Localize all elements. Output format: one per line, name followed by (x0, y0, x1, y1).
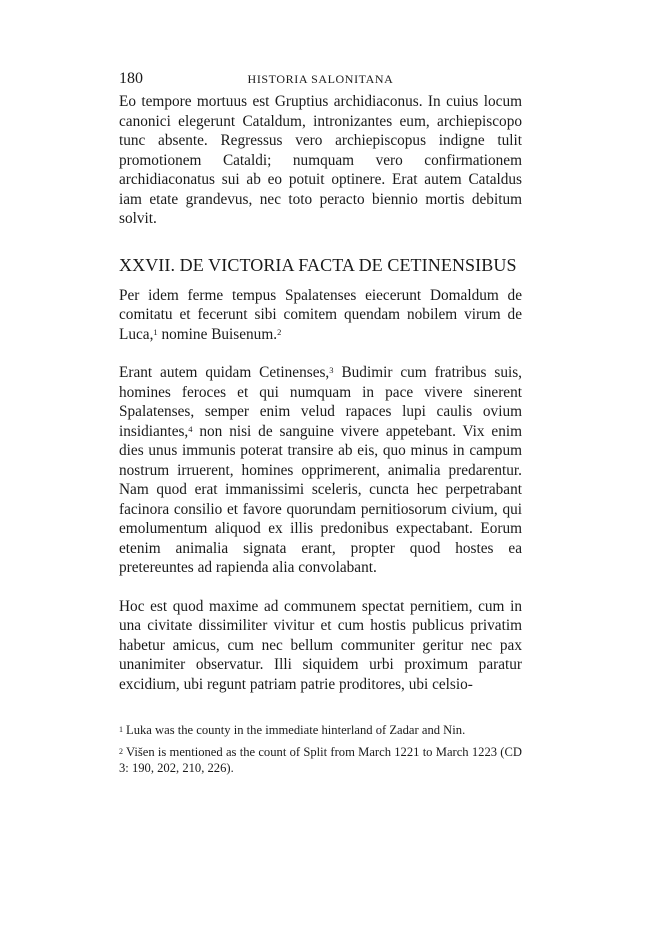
page-number: 180 (119, 70, 143, 87)
footnote-2-text: Višen is mentioned as the count of Split from March 1221 to March 1223 (CD 3: 190, 202, 210, 226). (119, 744, 522, 775)
footnote-1-text: Luka was the county in the immediate hinterland of Zadar and Nin. (126, 723, 466, 737)
footnote-ref-3[interactable]: 3 (329, 365, 334, 375)
footnote-ref-2[interactable]: 2 (277, 326, 282, 337)
section-heading: XXVII. DE VICTORIA FACTA DE CETINENSIBUS (119, 254, 517, 275)
paragraph-2 (119, 286, 522, 345)
paragraph-3-text-b: Budimir cum fratribus suis, homines feroces et qui numquam in pace vivere sinerent Spalatenses, semper enim velud rapaces lupi caulis ovium insidiantes, (119, 364, 522, 440)
footnote-1 (119, 722, 522, 739)
paragraph-1: Eo tempore mortuus est Gruptius archidiaconus. In cuius locum canonici elegerunt Cataldum, intronizantes eum, archiepiscopo tunc absente. Regressus vero archiepiscopus indigne tulit promotionem Cataldi; numquam vero confirmationem archidiaconatus sui ab eo potuit optinere. Erat autem Cataldus iam etate grandevus, nec toto peracto biennio mortis debitum solvit. (119, 93, 522, 227)
paragraph-3-text-c: non nisi de sanguine vivere appetebant. Vix enim dies unus immunis poterat transire ab eis, quo minus in campum nostrum irruerent, homines opprimerent, animalia predarentur. Nam quod erat immanissimi sceleris, cuncta hec perpetrabant facinora consilio et favore quorundam pernitiosorum civium, qui emolumentum aliquod ex illis predonibus expectabant. Eorum etenim animalia signata erant, propter quod hostes ea pretereuntes ad rapienda alia convolabant. (119, 422, 522, 576)
footnote-ref-4[interactable]: 4 (188, 423, 193, 434)
footnote-2 (119, 744, 522, 777)
running-title: HISTORIA SALONITANA (247, 72, 394, 86)
paragraph-2-text-b: nomine Buisenum. (157, 325, 278, 343)
page-body (119, 70, 522, 694)
paragraph-4: Hoc est quod maxime ad communem spectat pernitiem, cum in una civitate dissimiliter vivitur et cum hostis publicus privatim habetur amicus, cum nec bellum communiter geritur nec pax unanimiter observatur. Illi siquidem urbi proximum paratur excidium, ubi regunt patriam patrie proditores, ubi celsio- (119, 597, 522, 693)
paragraph-3-text-a: Erant autem quidam Cetinenses, (119, 364, 330, 381)
paragraph-2-text-a: Per idem ferme tempus Spalatenses eiecerunt Domaldum de comitatu et fecerunt sibi comitem quendam nobilem virum de Luca, (119, 286, 522, 343)
footnote-ref-1[interactable]: 1 (153, 326, 158, 337)
footnote-2-mark: 2 (119, 746, 123, 756)
paragraph-3 (119, 363, 522, 578)
footnote-1-mark: 1 (119, 725, 123, 734)
footnotes (119, 722, 522, 782)
running-head (119, 70, 522, 92)
